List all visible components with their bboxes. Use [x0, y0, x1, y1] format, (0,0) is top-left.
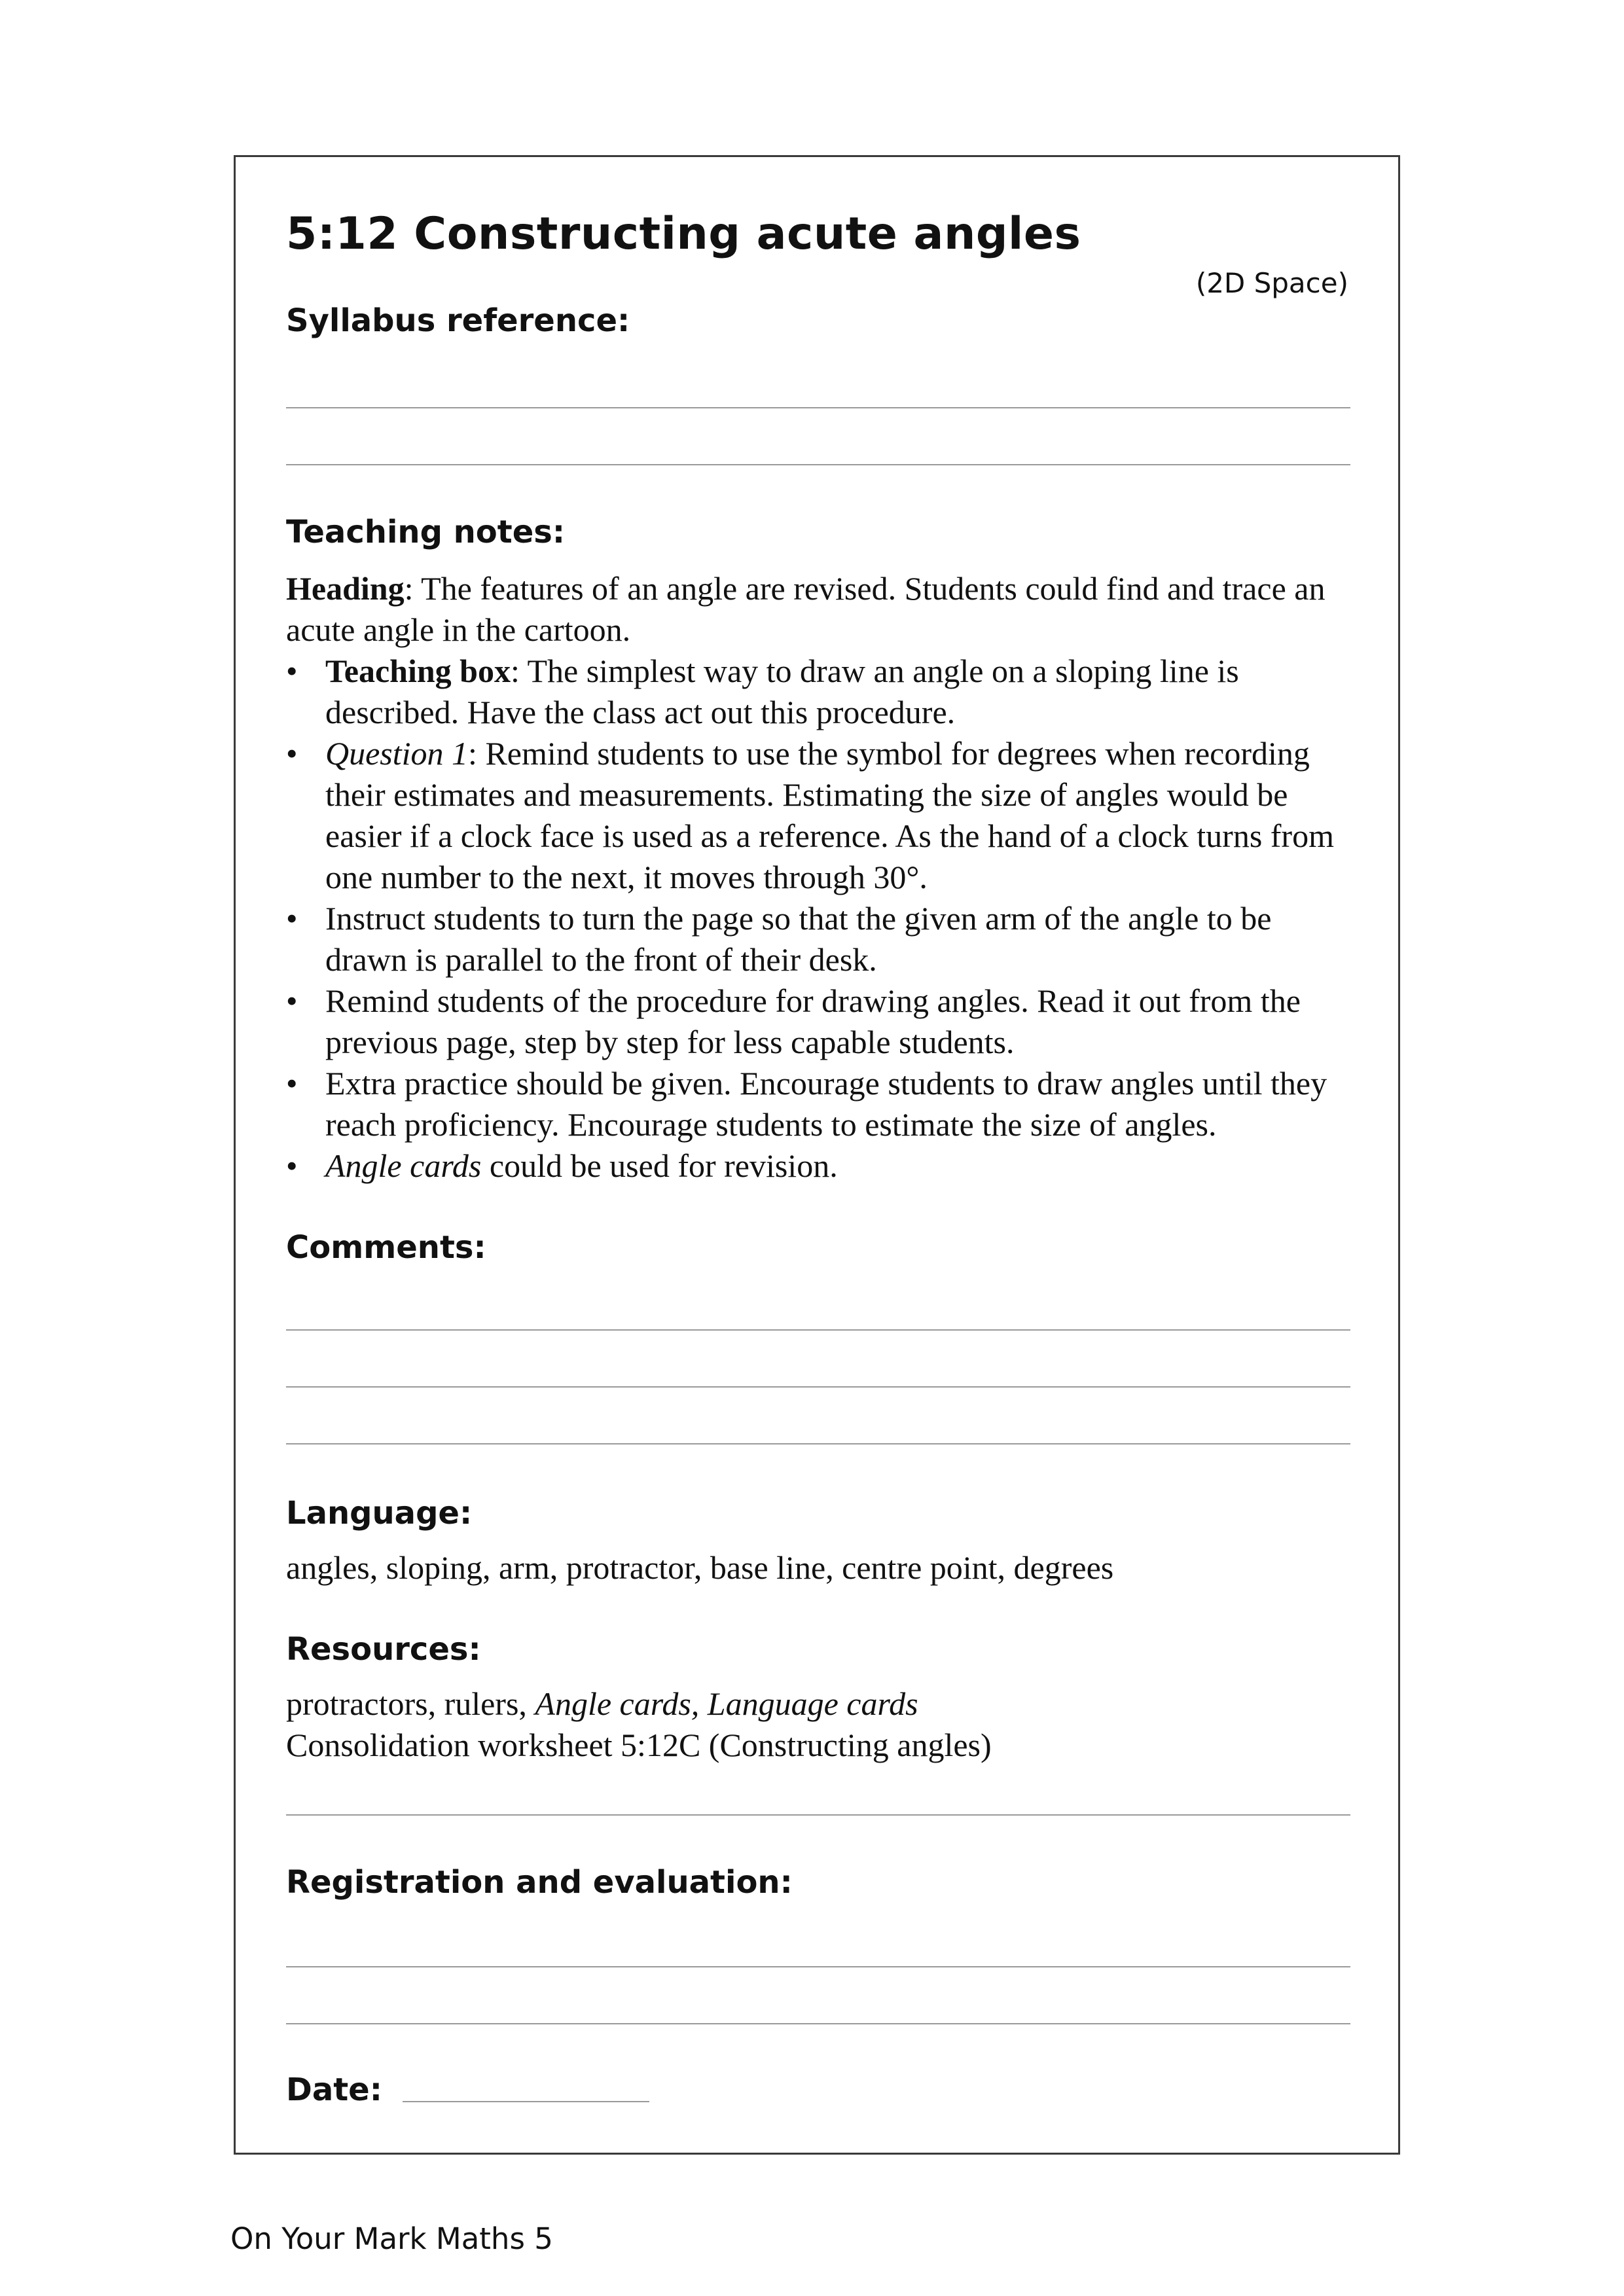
list-item — [286, 1145, 1353, 1187]
topic-label: (2D Space) — [1195, 267, 1348, 299]
list-item-text: : The simplest way to draw an angle on a sloping line is described. Have the class act out this procedure. — [325, 653, 1239, 730]
date-line — [403, 2101, 649, 2102]
syllabus-line-2 — [286, 464, 1350, 465]
list-item — [286, 651, 1353, 733]
bullet-icon: • — [286, 1065, 298, 1102]
list-item-text: could be used for revision. — [481, 1147, 838, 1184]
resources-heading: Resources: — [286, 1631, 481, 1668]
registration-line-2 — [286, 2023, 1350, 2024]
heading-note-label: Heading — [286, 570, 405, 607]
syllabus-line-1 — [286, 407, 1350, 408]
list-item-text: Instruct students to turn the page so that the given arm of the angle to be drawn is parallel to the front of their desk. — [325, 900, 1272, 978]
syllabus-heading: Syllabus reference: — [286, 302, 630, 339]
bullet-icon: • — [286, 900, 298, 937]
resources-plain: protractors, rulers, — [286, 1685, 535, 1722]
comments-line-1 — [286, 1329, 1350, 1331]
comments-line-3 — [286, 1443, 1350, 1444]
list-item-text: : Remind students to use the symbol for degrees when recording their estimates and measurements. Estimating the size of angles would be easier if a clock face is used as a reference. As the hand of a clock turns from one number to the next, it moves through 30°. — [325, 735, 1334, 895]
list-item-text: Extra practice should be given. Encourage students to draw angles until they reach proficiency. Encourage students to estimate the size of angles. — [325, 1065, 1327, 1143]
language-heading: Language: — [286, 1495, 473, 1532]
heading-note-text: : The features of an angle are revised. Students could find and trace an acute angle in the cartoon. — [286, 570, 1326, 648]
registration-line-1 — [286, 1966, 1350, 1967]
teaching-notes-heading: Teaching notes: — [286, 514, 566, 550]
list-item-label: Question 1 — [325, 735, 469, 772]
resources-cards: Angle cards, Language cards — [535, 1685, 918, 1722]
teaching-notes-list — [286, 651, 1353, 1187]
page-footer: On Your Mark Maths 5 — [230, 2221, 553, 2256]
list-item — [286, 898, 1353, 980]
resources-line-2: Consolidation worksheet 5:12C (Constructing angles) — [286, 1727, 992, 1763]
bullet-icon: • — [286, 653, 298, 689]
list-item-text: Remind students of the procedure for drawing angles. Read it out from the previous page, step by step for less capable students. — [325, 982, 1301, 1060]
list-item-label: Angle cards — [325, 1147, 482, 1184]
comments-heading: Comments: — [286, 1229, 486, 1266]
bullet-icon: • — [286, 982, 298, 1019]
list-item-label: Teaching box — [325, 653, 511, 689]
list-item — [286, 733, 1353, 898]
registration-heading: Registration and evaluation: — [286, 1864, 793, 1901]
list-item — [286, 1063, 1353, 1145]
comments-line-2 — [286, 1386, 1350, 1388]
resources-line-1 — [286, 1683, 992, 1725]
bullet-icon: • — [286, 735, 298, 772]
page-title: 5:12 Constructing acute angles — [286, 208, 1081, 260]
date-label: Date: — [286, 2072, 382, 2108]
bullet-icon: • — [286, 1147, 298, 1184]
resources-line — [286, 1814, 1350, 1816]
language-words: angles, sloping, arm, protractor, base line, centre point, degrees — [286, 1549, 1114, 1586]
heading-note — [286, 568, 1350, 651]
resources-text — [286, 1683, 992, 1766]
list-item — [286, 980, 1353, 1063]
